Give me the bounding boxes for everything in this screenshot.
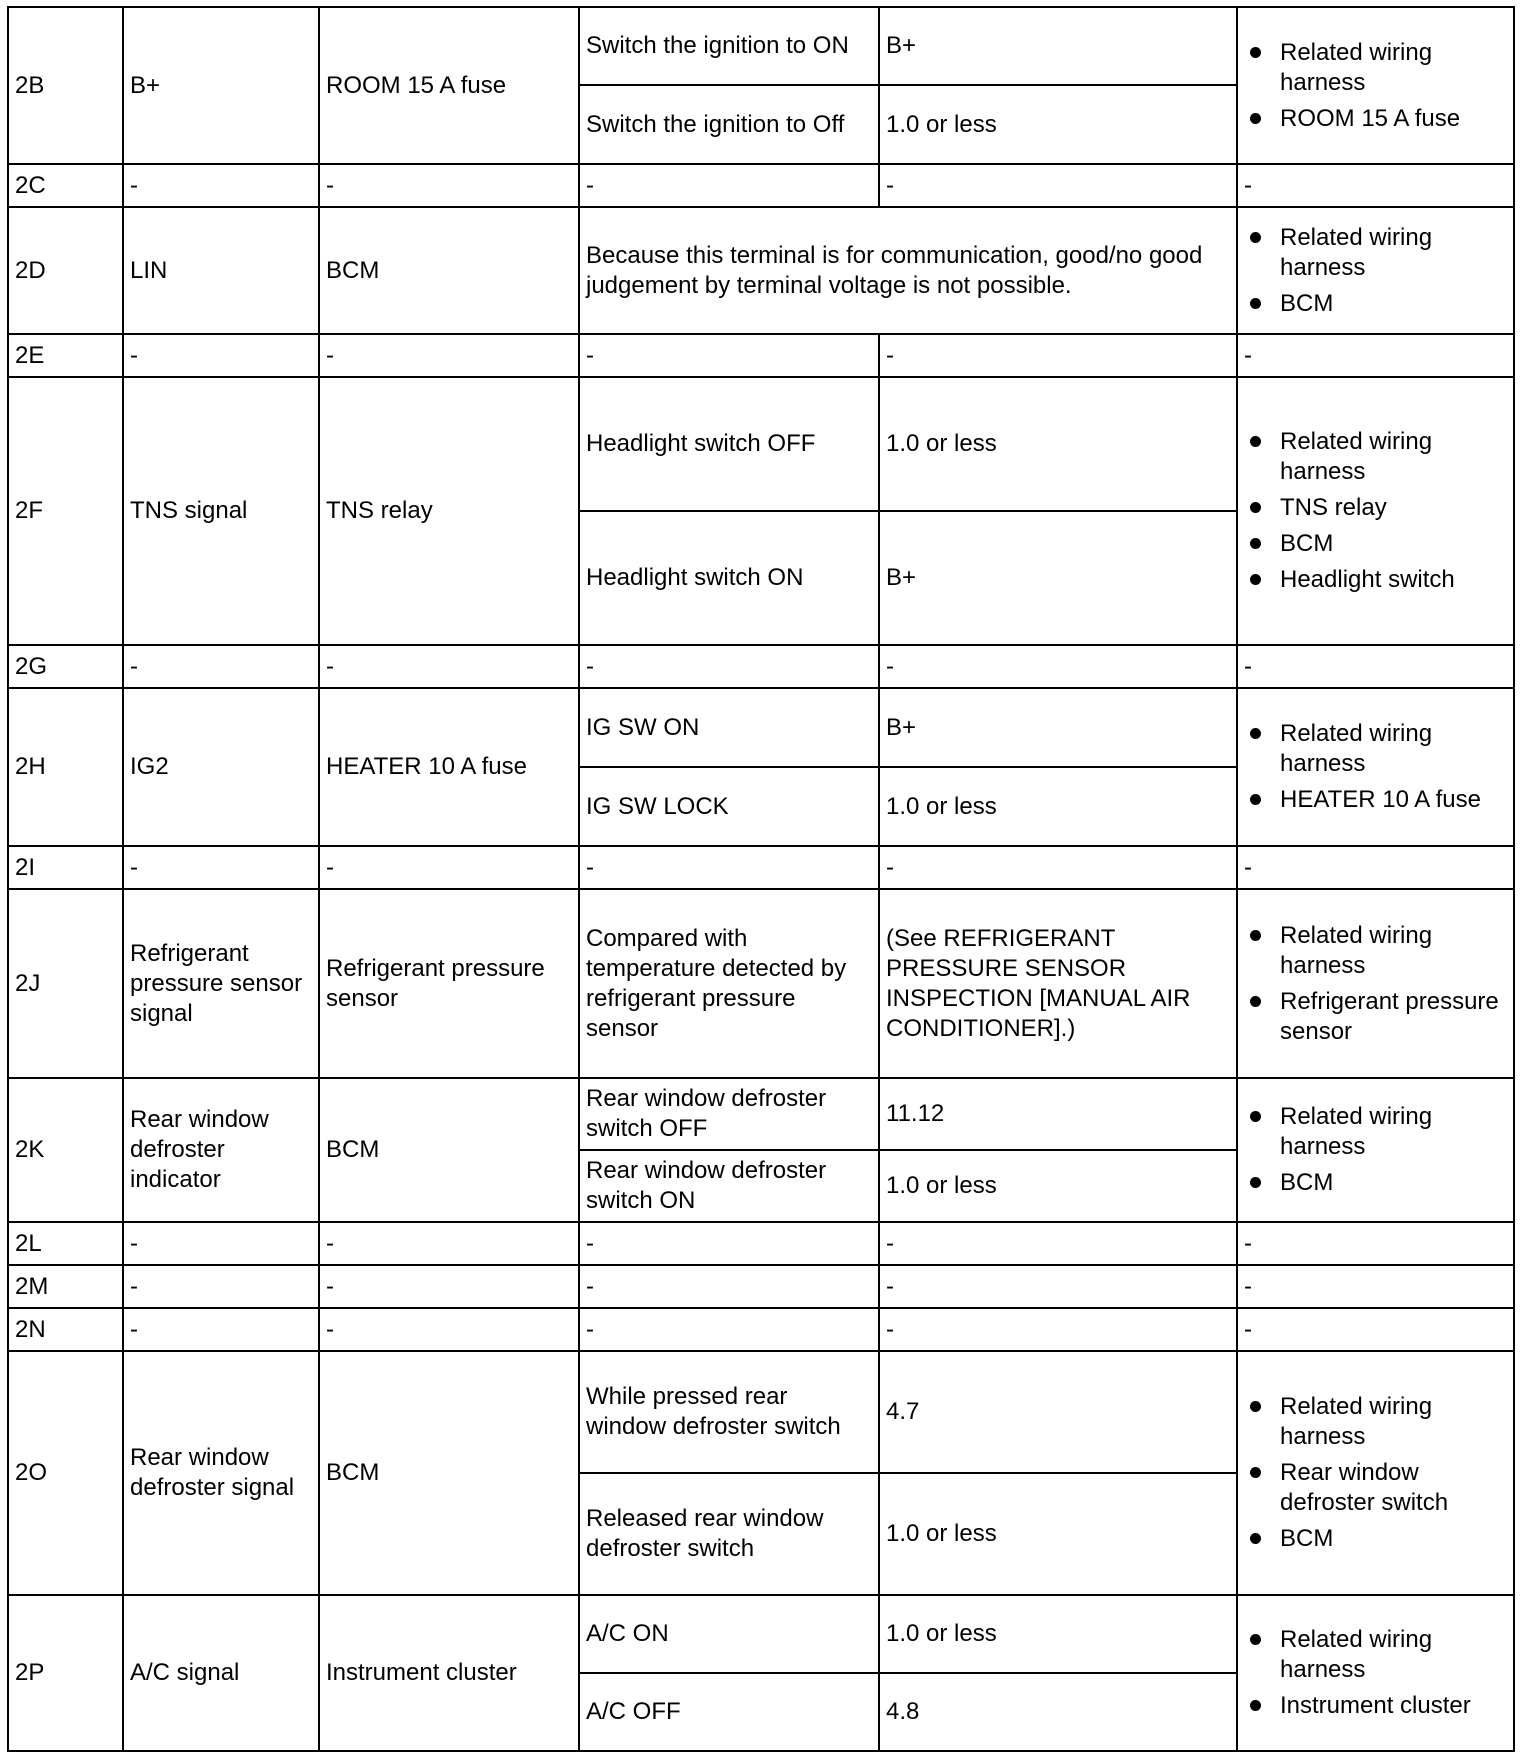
inspection-list xyxy=(1244,1622,1507,1724)
voltage-cell: 1.0 or less xyxy=(879,1595,1237,1673)
test-condition-cell: - xyxy=(579,1308,879,1351)
voltage-cell: 11.12 xyxy=(879,1078,1237,1150)
bullet-icon xyxy=(1250,436,1261,447)
bullet-icon xyxy=(1250,1700,1261,1711)
table-row xyxy=(8,1351,1514,1473)
table-row xyxy=(8,164,1514,207)
voltage-cell: 4.8 xyxy=(879,1673,1237,1751)
test-condition-cell: A/C OFF xyxy=(579,1673,879,1751)
terminal-cell: 2N xyxy=(8,1308,123,1351)
voltage-cell: 1.0 or less xyxy=(879,85,1237,164)
table-row xyxy=(8,846,1514,889)
bullet-icon xyxy=(1250,298,1261,309)
test-condition-cell: - xyxy=(579,846,879,889)
voltage-cell: - xyxy=(879,846,1237,889)
connected-to-cell: - xyxy=(319,1265,579,1308)
signal-cell: B+ xyxy=(123,7,319,164)
inspection-item: Rear window defroster switch xyxy=(1280,1455,1507,1521)
signal-cell: - xyxy=(123,1308,319,1351)
inspection-item: BCM xyxy=(1280,286,1507,322)
table-row xyxy=(8,645,1514,688)
inspection-item: Headlight switch xyxy=(1280,562,1507,598)
terminal-cell: 2D xyxy=(8,207,123,334)
signal-cell: LIN xyxy=(123,207,319,334)
inspection-list xyxy=(1244,918,1507,1050)
table-row xyxy=(8,1078,1514,1150)
voltage-cell: B+ xyxy=(879,688,1237,767)
bullet-icon xyxy=(1250,930,1261,941)
signal-cell: - xyxy=(123,334,319,377)
inspection-cell xyxy=(1237,688,1514,846)
bullet-icon xyxy=(1250,1467,1261,1478)
table-row xyxy=(8,1595,1514,1673)
terminal-cell: 2L xyxy=(8,1222,123,1265)
test-condition-cell: Released rear window defroster switch xyxy=(579,1473,879,1595)
voltage-cell: 4.7 xyxy=(879,1351,1237,1473)
inspection-item: Related wiring harness xyxy=(1280,424,1507,490)
voltage-cell: - xyxy=(879,1308,1237,1351)
test-condition-cell: Compared with temperature detected by refrigerant pressure sensor xyxy=(579,889,879,1078)
inspection-cell: - xyxy=(1237,1222,1514,1265)
inspection-cell xyxy=(1237,1595,1514,1751)
inspection-item: Related wiring harness xyxy=(1280,1622,1507,1688)
inspection-cell: - xyxy=(1237,1265,1514,1308)
test-condition-cell: - xyxy=(579,334,879,377)
inspection-list xyxy=(1244,424,1507,598)
bullet-icon xyxy=(1250,502,1261,513)
terminal-cell: 2P xyxy=(8,1595,123,1751)
terminal-cell: 2M xyxy=(8,1265,123,1308)
bullet-icon xyxy=(1250,1533,1261,1544)
voltage-cell: - xyxy=(879,164,1237,207)
connected-to-cell: - xyxy=(319,645,579,688)
test-condition-cell: Rear window defroster switch OFF xyxy=(579,1078,879,1150)
signal-cell: Refrigerant pressure sensor signal xyxy=(123,889,319,1078)
bullet-icon xyxy=(1250,996,1261,1007)
terminal-cell: 2H xyxy=(8,688,123,846)
inspection-item: Related wiring harness xyxy=(1280,918,1507,984)
inspection-cell xyxy=(1237,207,1514,334)
test-condition-cell: IG SW ON xyxy=(579,688,879,767)
table-row xyxy=(8,1265,1514,1308)
test-condition-cell: Switch the ignition to ON xyxy=(579,7,879,85)
bullet-icon xyxy=(1250,728,1261,739)
inspection-item: BCM xyxy=(1280,1165,1507,1201)
inspection-cell xyxy=(1237,7,1514,164)
voltage-cell: (See REFRIGERANT PRESSURE SENSOR INSPECTION [MANUAL AIR CONDITIONER].) xyxy=(879,889,1237,1078)
terminal-cell: 2G xyxy=(8,645,123,688)
bullet-icon xyxy=(1250,794,1261,805)
bullet-icon xyxy=(1250,47,1261,58)
test-condition-cell: Rear window defroster switch ON xyxy=(579,1150,879,1222)
inspection-cell: - xyxy=(1237,846,1514,889)
connected-to-cell: - xyxy=(319,846,579,889)
terminal-cell: 2O xyxy=(8,1351,123,1595)
inspection-cell: - xyxy=(1237,334,1514,377)
bullet-icon xyxy=(1250,538,1261,549)
connected-to-cell: - xyxy=(319,334,579,377)
signal-cell: TNS signal xyxy=(123,377,319,645)
inspection-item: ROOM 15 A fuse xyxy=(1280,101,1507,137)
test-condition-cell: - xyxy=(579,1265,879,1308)
terminal-cell: 2I xyxy=(8,846,123,889)
terminal-voltage-table xyxy=(7,6,1515,1752)
connected-to-cell: HEATER 10 A fuse xyxy=(319,688,579,846)
inspection-list xyxy=(1244,716,1507,818)
inspection-item: HEATER 10 A fuse xyxy=(1280,782,1507,818)
test-condition-cell: - xyxy=(579,164,879,207)
connected-to-cell: - xyxy=(319,1308,579,1351)
terminal-cell: 2E xyxy=(8,334,123,377)
signal-cell: Rear window defroster indicator xyxy=(123,1078,319,1222)
inspection-item: Refrigerant pressure sensor xyxy=(1280,984,1507,1050)
signal-cell: - xyxy=(123,1265,319,1308)
signal-cell: IG2 xyxy=(123,688,319,846)
inspection-cell xyxy=(1237,1078,1514,1222)
terminal-cell: 2B xyxy=(8,7,123,164)
voltage-cell: - xyxy=(879,1222,1237,1265)
signal-cell: Rear window defroster signal xyxy=(123,1351,319,1595)
voltage-cell: - xyxy=(879,645,1237,688)
inspection-cell xyxy=(1237,1351,1514,1595)
terminal-cell: 2K xyxy=(8,1078,123,1222)
table-row xyxy=(8,1222,1514,1265)
test-condition-cell: Switch the ignition to Off xyxy=(579,85,879,164)
inspection-cell xyxy=(1237,889,1514,1078)
test-condition-cell: A/C ON xyxy=(579,1595,879,1673)
bullet-icon xyxy=(1250,232,1261,243)
bullet-icon xyxy=(1250,1177,1261,1188)
inspection-list xyxy=(1244,1389,1507,1557)
test-condition-cell: Headlight switch OFF xyxy=(579,377,879,511)
signal-cell: - xyxy=(123,846,319,889)
test-condition-cell: - xyxy=(579,1222,879,1265)
signal-cell: - xyxy=(123,645,319,688)
inspection-item: BCM xyxy=(1280,526,1507,562)
inspection-item: Related wiring harness xyxy=(1280,220,1507,286)
inspection-list xyxy=(1244,220,1507,322)
inspection-list xyxy=(1244,1099,1507,1201)
terminal-cell: 2F xyxy=(8,377,123,645)
connected-to-cell: BCM xyxy=(319,1351,579,1595)
inspection-item: TNS relay xyxy=(1280,490,1507,526)
voltage-cell: B+ xyxy=(879,511,1237,645)
connected-to-cell: TNS relay xyxy=(319,377,579,645)
connected-to-cell: ROOM 15 A fuse xyxy=(319,7,579,164)
inspection-cell: - xyxy=(1237,1308,1514,1351)
bullet-icon xyxy=(1250,1634,1261,1645)
table-row xyxy=(8,1308,1514,1351)
inspection-cell: - xyxy=(1237,645,1514,688)
table-row xyxy=(8,7,1514,85)
connected-to-cell: Instrument cluster xyxy=(319,1595,579,1751)
test-condition-cell: - xyxy=(579,645,879,688)
connected-to-cell: - xyxy=(319,1222,579,1265)
connected-to-cell: BCM xyxy=(319,1078,579,1222)
inspection-cell xyxy=(1237,377,1514,645)
connected-to-cell: Refrigerant pressure sensor xyxy=(319,889,579,1078)
table-row xyxy=(8,688,1514,767)
signal-cell: - xyxy=(123,164,319,207)
voltage-cell: 1.0 or less xyxy=(879,1473,1237,1595)
bullet-icon xyxy=(1250,574,1261,585)
bullet-icon xyxy=(1250,1401,1261,1412)
bullet-icon xyxy=(1250,1111,1261,1122)
table-row xyxy=(8,889,1514,1078)
voltage-cell: - xyxy=(879,334,1237,377)
voltage-cell: B+ xyxy=(879,7,1237,85)
inspection-item: Related wiring harness xyxy=(1280,35,1507,101)
terminal-cell: 2C xyxy=(8,164,123,207)
inspection-cell: - xyxy=(1237,164,1514,207)
inspection-list xyxy=(1244,35,1507,137)
inspection-item: BCM xyxy=(1280,1521,1507,1557)
voltage-cell: 1.0 or less xyxy=(879,767,1237,846)
signal-cell: - xyxy=(123,1222,319,1265)
communication-note-cell: Because this terminal is for communication, good/no good judgement by terminal voltage is not possible. xyxy=(579,207,1237,334)
connected-to-cell: - xyxy=(319,164,579,207)
connected-to-cell: BCM xyxy=(319,207,579,334)
voltage-cell: 1.0 or less xyxy=(879,377,1237,511)
inspection-item: Related wiring harness xyxy=(1280,716,1507,782)
signal-cell: A/C signal xyxy=(123,1595,319,1751)
voltage-cell: 1.0 or less xyxy=(879,1150,1237,1222)
table-row xyxy=(8,377,1514,511)
inspection-item: Instrument cluster xyxy=(1280,1688,1507,1724)
voltage-cell: - xyxy=(879,1265,1237,1308)
table-row xyxy=(8,207,1514,334)
bullet-icon xyxy=(1250,113,1261,124)
inspection-item: Related wiring harness xyxy=(1280,1099,1507,1165)
table-row xyxy=(8,334,1514,377)
test-condition-cell: IG SW LOCK xyxy=(579,767,879,846)
test-condition-cell: While pressed rear window defroster switch xyxy=(579,1351,879,1473)
inspection-item: Related wiring harness xyxy=(1280,1389,1507,1455)
test-condition-cell: Headlight switch ON xyxy=(579,511,879,645)
terminal-cell: 2J xyxy=(8,889,123,1078)
